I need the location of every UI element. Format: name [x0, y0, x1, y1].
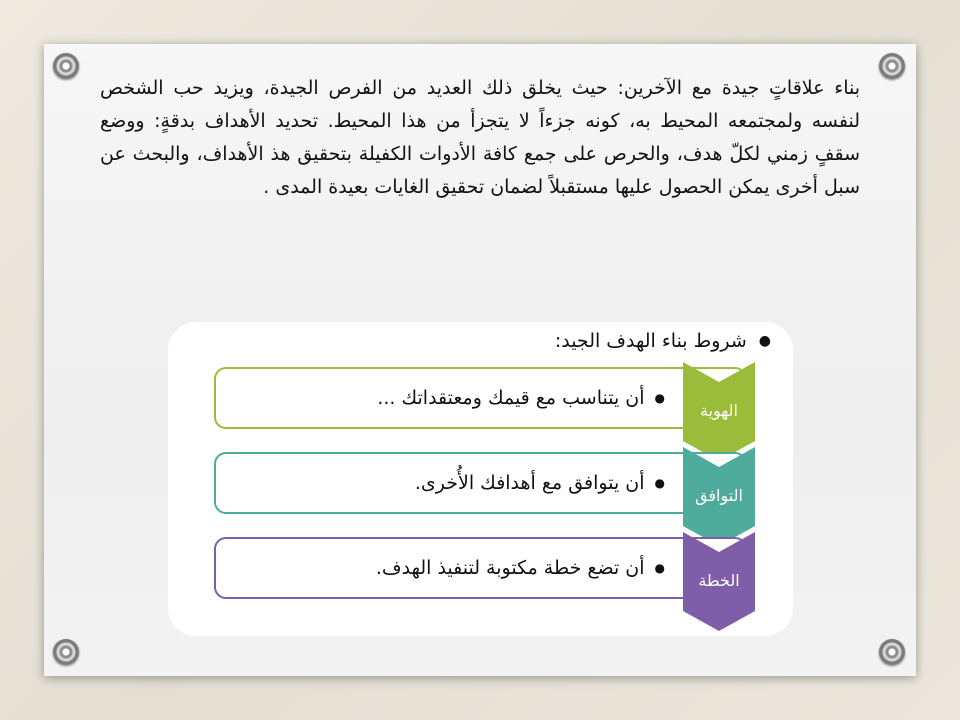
bullet-icon: ●: [654, 391, 665, 405]
chevron-label-plan: الخطة: [698, 571, 740, 590]
row-text-plan-value: أن تضع خطة مكتوبة لتنفيذ الهدف.: [375, 557, 645, 579]
chevron-label-compatibility: التوافق: [695, 486, 743, 505]
row-text-compatibility-value: أن يتوافق مع أهدافك الأُخرى.: [414, 472, 645, 494]
diagram-title-text: شروط بناء الهدف الجيد:: [554, 330, 747, 352]
row-text-identity: [377, 367, 665, 429]
diagram-title: [555, 330, 771, 352]
bullet-icon: ●: [654, 476, 665, 490]
row-text-plan: [376, 537, 665, 599]
bullet-icon: ●: [654, 561, 665, 575]
goal-conditions-diagram: [168, 322, 793, 636]
chevron-label-identity: الهوية: [700, 401, 738, 420]
bullet-icon: ●: [758, 333, 771, 349]
row-text-compatibility: [415, 452, 665, 514]
slide-paragraph: بناء علاقاتٍ جيدة مع الآخرين: حيث يخلق ذلك العديد من الفرص الجيدة، ويزيد حب الشخص لنفسه ولمجتمعه المحيط به، كونه جزءاً لا يتجزأ من هذا المحيط. تحديد الأهداف بدقةٍ: ووضع سقفٍ زمني لكلّ هدف، والحرص على جمع كافة الأدوات الكفيلة بتحقيق هذ الأهداف، والبحث عن سبل أخرى يمكن الحصول عليها مستقبلاً لضمان تحقيق الغايات بعيدة المدى .: [100, 77, 860, 198]
pin-bottom-left: [53, 639, 79, 665]
row-text-identity-value: أن يتناسب مع قيمك ومعتقداتك ...: [377, 387, 645, 409]
pin-bottom-right: [879, 639, 905, 665]
pin-top-left: [53, 53, 79, 79]
pin-top-right: [879, 53, 905, 79]
